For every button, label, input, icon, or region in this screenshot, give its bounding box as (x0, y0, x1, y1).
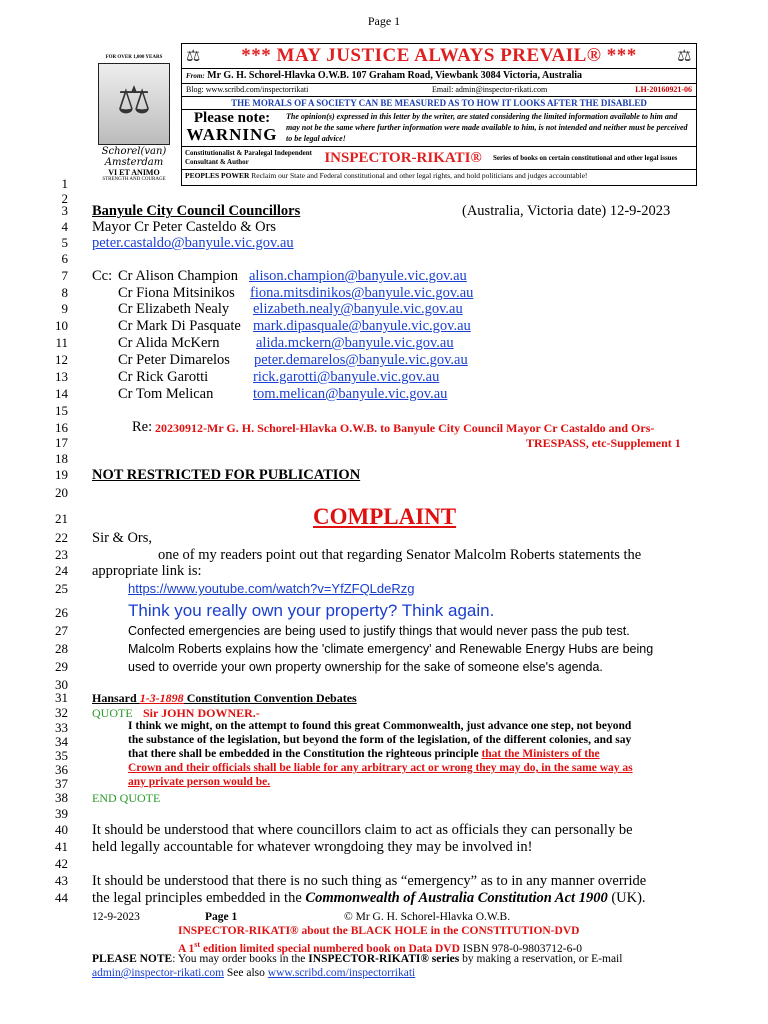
logo-motto: VI ET ANIMO (108, 168, 160, 177)
cc-councillor-email-link[interactable]: fiona.mitsdinikos@banyule.vic.gov.au (250, 285, 474, 301)
line-number: 8 (61, 285, 68, 300)
letterhead (181, 43, 697, 186)
see-also-text: See also (224, 967, 268, 979)
warning-block (182, 109, 696, 146)
line-number: 36 (55, 762, 68, 777)
quote-line2: the substance of the legislation, but beyond the form of the legislation, of the different colonies, and say (128, 734, 632, 746)
line-number: 31 (55, 690, 68, 705)
series-text: Series of books on certain constitutional and other legal issues (493, 153, 678, 162)
shield-icon (98, 63, 170, 145)
line-number: 28 (55, 641, 68, 656)
line-number: 34 (55, 734, 68, 749)
line-number: 13 (55, 369, 68, 384)
please-note-bold: PLEASE NOTE (92, 953, 173, 965)
line-number: 12 (55, 352, 68, 367)
logo-subtitle: STRENGTH AND COURAGE (102, 177, 166, 182)
cc-councillor-email-link[interactable]: alison.champion@banyule.vic.gov.au (249, 268, 467, 284)
letterhead-contact (182, 83, 696, 96)
line-number: 2 (61, 191, 68, 206)
line-number: 43 (55, 873, 68, 888)
letterhead-from (182, 68, 696, 83)
line-number: 20 (55, 485, 68, 500)
line-number: 40 (55, 822, 68, 837)
salutation: Sir & Ors, (92, 530, 153, 546)
scales-icon: ⚖ (677, 46, 692, 65)
cc-councillor-email-link[interactable]: rick.garotti@banyule.vic.gov.au (253, 369, 440, 385)
warning-label: WARNING (186, 125, 278, 144)
line-number: 29 (55, 659, 68, 674)
cc-councillor-name: Cr Tom Melican (118, 386, 214, 402)
paragraph3-line2 (92, 890, 646, 906)
cc-councillor-name: Cr Mark Di Pasquate (118, 318, 241, 334)
line-number: 37 (55, 776, 68, 791)
constitutionalist-text: Constitutionalist & Paralegal Independent Consultant & Author (185, 149, 312, 166)
line-number: 19 (55, 467, 68, 482)
isbn: ISBN 978-0-9803712-6-0 (462, 942, 582, 955)
cc-councillor-name: Cr Alida McKern (118, 335, 220, 351)
line-number: 21 (55, 511, 68, 526)
line-number: 33 (55, 720, 68, 735)
paragraph3-line2-end: (UK). (607, 890, 646, 906)
line-number: 7 (61, 268, 68, 283)
peoples-power-label: PEOPLES POWER (185, 171, 250, 180)
re-label: Re: (132, 419, 153, 435)
letter-date: (Australia, Victoria date) 12-9-2023 (462, 203, 671, 219)
cc-label: Cc: (92, 268, 113, 284)
paragraph3-line1: It should be understood that there is no such thing as “emergency” as to in any manner override (92, 873, 647, 889)
line-number: 14 (55, 386, 68, 401)
scales-icon: ⚖ (186, 46, 201, 65)
email-text: Email: admin@inspector-rikati.com (432, 85, 548, 94)
cc-councillor-name: Cr Elizabeth Nealy (118, 301, 230, 317)
mayor-line: Mayor Cr Peter Casteldo & Ors (92, 219, 277, 235)
page-header: Page 1 (367, 14, 401, 28)
quote-label: QUOTE (92, 706, 133, 720)
line-number: 44 (55, 890, 68, 905)
paragraph2-line1: It should be understood that where councillors claim to act as officials they can personally be (92, 822, 633, 838)
paragraph2-line2: held legally accountable for whatever wrongdoing they may be involved in! (92, 839, 533, 855)
please-note-tail: by making a reservation, or E-mail (459, 953, 623, 965)
quote-line3-highlight: that the Ministers of the (481, 748, 600, 760)
from-address: Mr G. H. Schorel-Hlavka O.W.B. 107 Graham Road, Viewbank 3084 Victoria, Australia (207, 70, 583, 81)
restriction-notice: NOT RESTRICTED FOR PUBLICATION (92, 467, 361, 483)
footer-page: Page 1 (205, 911, 238, 923)
edition-text: edition limited special numbered book on Data DVD (200, 942, 463, 955)
hansard-heading (92, 690, 357, 706)
hansard-date: 1-3-1898 (139, 691, 184, 705)
address-heading: Banyule City Council Councillors (92, 203, 301, 219)
peoples-power-text: Reclaim our State and Federal constitutional and other legal rights, and hold politicians and judges accountable! (249, 171, 588, 180)
letterhead-title (182, 44, 696, 68)
please-note-text: : You may order books in the (172, 953, 309, 965)
line-number: 1 (61, 176, 68, 191)
paragraph1-line1: one of my readers point out that regarding Senator Malcolm Roberts statements the (158, 547, 642, 563)
peoples-power-banner (182, 169, 696, 181)
cc-councillor-email-link[interactable]: elizabeth.nealy@banyule.vic.gov.au (253, 301, 463, 317)
line-number: 5 (61, 235, 68, 250)
line-number: 26 (55, 605, 68, 620)
line-number: 24 (55, 563, 68, 578)
paragraph3-line2-text: the legal principles embedded in the (92, 890, 306, 906)
quote-line3-text: that there shall be embedded in the Constitution the righteous principle (128, 748, 482, 760)
inspector-rikati-brand: INSPECTOR-RIKATI® (324, 149, 482, 166)
warning-text: The opinion(s) expressed in this letter by the writer, are stated considering the limited information available to him and may not be the same where further information were made available to him, is not intended and neither must be perceived to be legal advice! (286, 112, 688, 143)
line-number: 17 (55, 435, 68, 450)
video-title: Think you really own your property? Think again. (128, 601, 495, 620)
edition-a: A 1 (178, 942, 195, 955)
line-number: 32 (55, 705, 68, 720)
line-number: 39 (55, 806, 68, 821)
video-description-line2: Malcolm Roberts explains how the 'climate emergency' and Renewable Energy Hubs are being (128, 642, 654, 656)
morals-banner: THE MORALS OF A SOCIETY CAN BE MEASURED AS TO HOW IT LOOKS AFTER THE DISABLED (182, 96, 696, 109)
quote-line4: Crown and their officials shall be liable for any arbitrary act or wrong they may do, in the same way as (128, 762, 633, 774)
quote-line5: any private person would be. (128, 776, 271, 788)
line-number: 25 (55, 581, 68, 596)
end-quote-label: END QUOTE (92, 791, 161, 805)
line-number: 4 (61, 219, 68, 234)
hansard-word: Hansard (92, 691, 140, 705)
paragraph1-line2: appropriate link is: (92, 563, 202, 579)
cc-councillor-name: Cr Peter Dimarelos (118, 352, 230, 368)
video-description-line1: Confected emergencies are being used to justify things that would never pass the pub test. (128, 624, 630, 638)
video-description-line3: used to override your own property ownership for the sake of someone else's agenda. (128, 660, 603, 674)
cc-councillor-email-link[interactable]: tom.melican@banyule.vic.gov.au (253, 386, 448, 402)
line-number: 3 (61, 203, 68, 218)
line-number: 22 (55, 530, 68, 545)
footer-scribd-link[interactable]: www.scribd.com/inspectorrikati (267, 967, 416, 979)
footer-contact (92, 966, 415, 980)
line-number: 41 (55, 839, 68, 854)
line-number: 11 (55, 335, 68, 350)
line-number: 42 (55, 856, 68, 871)
line-number: 9 (61, 301, 68, 316)
edition-sup: st (194, 940, 201, 949)
re-subject-line1: 20230912-Mr G. H. Schorel-Hlavka O.W.B. to Banyule City Council Mayor Cr Castaldo and Ors- (155, 421, 655, 435)
cc-councillor-name: Cr Alison Champion (118, 268, 239, 284)
letterhead-ref: LH-20160921-06 (635, 85, 692, 94)
line-number: 10 (55, 318, 68, 333)
re-subject-line2: TRESPASS, etc-Supplement 1 (526, 436, 681, 450)
line-number: 15 (55, 403, 68, 418)
cc-councillor-email-link[interactable]: mark.dipasquale@banyule.vic.gov.au (253, 318, 471, 334)
coat-of-arms-logo (90, 55, 178, 185)
inspector-series-bold: INSPECTOR-RIKATI® series (308, 953, 460, 965)
line-number: 23 (55, 547, 68, 562)
footer-date: 12-9-2023 (92, 911, 140, 923)
constitution-act-title: Commonwealth of Australia Constitution Act 1900 (305, 890, 608, 906)
mayor-email-link[interactable]: peter.castaldo@banyule.vic.gov.au (92, 235, 294, 251)
line-number: 18 (55, 451, 68, 466)
footer-copyright: © Mr G. H. Schorel-Hlavka O.W.B. (344, 911, 511, 923)
line-number: 16 (55, 420, 68, 435)
cc-councillor-name: Cr Rick Garotti (118, 369, 209, 385)
blog-text: Blog: www.scribd.com/inspectorrikati (186, 85, 309, 94)
hansard-title: Constitution Convention Debates (183, 691, 357, 705)
cc-councillor-email-link[interactable]: peter.demarelos@banyule.vic.gov.au (254, 352, 468, 368)
footer-email-link[interactable]: admin@inspector-rikati.com (92, 967, 225, 979)
line-number: 38 (55, 790, 68, 805)
youtube-link[interactable]: https://www.youtube.com/watch?v=YfZFQLdeRzg (128, 581, 415, 596)
quote-line3 (128, 748, 600, 762)
quote-speaker: Sir JOHN DOWNER.- (143, 706, 260, 720)
footer-dvd-title: INSPECTOR-RIKATI® about the BLACK HOLE in the CONSTITUTION-DVD (178, 925, 580, 937)
cc-councillor-name: Cr Fiona Mitsinikos (118, 285, 235, 301)
complaint-title: COMPLAINT (313, 504, 457, 529)
line-number: 6 (61, 251, 68, 266)
inspector-block (182, 146, 696, 169)
footer-please-note (92, 952, 622, 966)
line-number: 27 (55, 623, 68, 638)
logo-top-text: FOR OVER 1,000 YEARS (105, 55, 163, 60)
logo-name: Schorel(van) Amsterdam (101, 146, 167, 168)
from-label: From: (186, 72, 205, 80)
cc-councillor-email-link[interactable]: alida.mckern@banyule.vic.gov.au (256, 335, 454, 351)
letterhead-title-text: *** MAY JUSTICE ALWAYS PREVAIL® *** (241, 45, 637, 66)
please-note-label: Please note: (193, 110, 271, 126)
quote-line1: I think we might, on the attempt to found this great Commonwealth, just advance one step, not beyond (128, 720, 632, 732)
line-number: 30 (55, 677, 68, 692)
line-number: 35 (55, 748, 68, 763)
